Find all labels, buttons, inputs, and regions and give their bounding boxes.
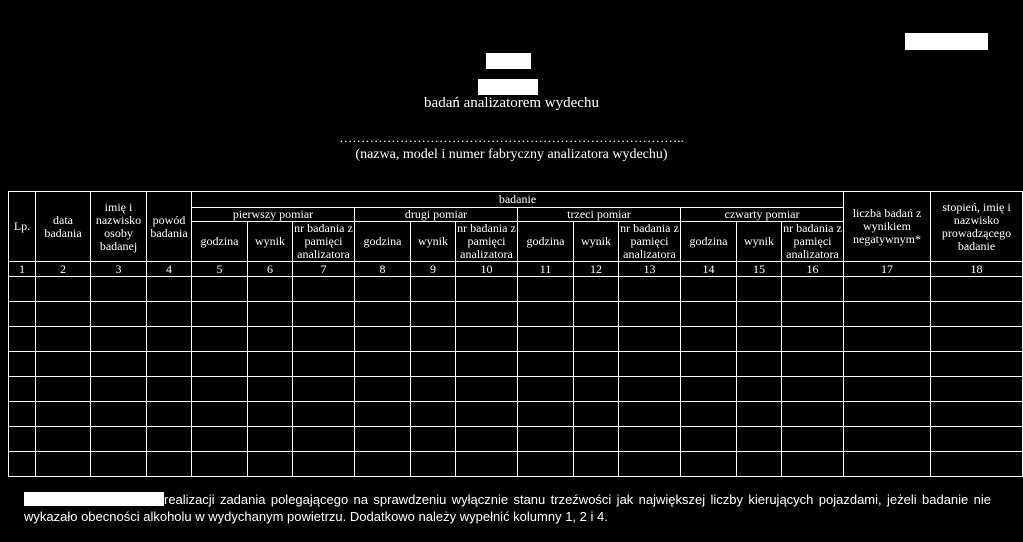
table-row [9, 302, 1023, 327]
table-cell[interactable] [844, 427, 931, 452]
table-cell[interactable] [355, 452, 411, 477]
table-cell[interactable] [355, 402, 411, 427]
column-number-row [9, 262, 1023, 277]
sub-godzina: godzina [192, 222, 248, 262]
table-cell[interactable] [411, 427, 456, 452]
sub-nr: nr badania z pamięci analizatora [783, 221, 842, 261]
table-cell[interactable] [91, 402, 147, 427]
column-number: 15 [737, 262, 782, 277]
table-cell[interactable] [192, 352, 248, 377]
table-cell[interactable] [147, 377, 192, 402]
table-cell[interactable] [192, 277, 248, 302]
table-cell[interactable] [147, 352, 192, 377]
table-cell[interactable] [411, 327, 456, 352]
table-cell[interactable] [293, 377, 355, 402]
table-cell[interactable] [355, 277, 411, 302]
table-cell[interactable] [91, 352, 147, 377]
table-cell[interactable] [931, 327, 1023, 352]
header-pomiar-2: drugi pomiar [355, 208, 518, 222]
column-number: 13 [619, 262, 681, 277]
table-cell[interactable] [147, 427, 192, 452]
device-caption: (nazwa, model i numer fabryczny analizatora wydechu) [355, 147, 668, 162]
table-cell[interactable] [619, 352, 681, 377]
table-cell[interactable] [293, 427, 355, 452]
table-cell[interactable] [574, 302, 619, 327]
table-row [9, 327, 1023, 352]
header-powod: powód badania [147, 192, 192, 262]
header-liczba: liczba badań z wynikiem negatywnym* [844, 192, 931, 262]
table-cell[interactable] [844, 327, 931, 352]
table-row [9, 452, 1023, 477]
table-cell[interactable] [36, 352, 91, 377]
table-cell[interactable] [737, 427, 782, 452]
document-subtitle: badań analizatorem wydechu [424, 95, 599, 111]
table-cell[interactable] [36, 452, 91, 477]
register-table [8, 191, 1023, 477]
table-cell[interactable] [619, 452, 681, 477]
table-cell[interactable] [456, 377, 518, 402]
table-cell[interactable] [411, 402, 456, 427]
table-cell[interactable] [518, 427, 574, 452]
table-cell[interactable] [411, 377, 456, 402]
sub-wynik: wynik [411, 222, 456, 262]
table-cell[interactable] [9, 277, 36, 302]
column-number: 2 [36, 262, 91, 277]
table-cell[interactable] [681, 377, 737, 402]
column-number: 16 [782, 262, 844, 277]
table-cell[interactable] [91, 377, 147, 402]
table-cell[interactable] [293, 452, 355, 477]
table-cell[interactable] [411, 452, 456, 477]
column-number: 3 [91, 262, 147, 277]
table-cell[interactable] [147, 327, 192, 352]
table-cell[interactable] [518, 377, 574, 402]
column-number: 7 [293, 262, 355, 277]
table-cell[interactable] [619, 402, 681, 427]
table-cell[interactable] [36, 327, 91, 352]
table-cell[interactable] [456, 452, 518, 477]
table-cell[interactable] [147, 452, 192, 477]
table-cell[interactable] [9, 427, 36, 452]
column-number: 5 [192, 262, 248, 277]
table-cell[interactable] [411, 352, 456, 377]
table-cell[interactable] [9, 352, 36, 377]
table-cell[interactable] [355, 302, 411, 327]
table-cell[interactable] [248, 377, 293, 402]
header-badanie: badanie [192, 192, 844, 208]
table-cell[interactable] [931, 352, 1023, 377]
redacted-block-title-1 [486, 53, 531, 69]
table-cell[interactable] [737, 327, 782, 352]
table-cell[interactable] [619, 427, 681, 452]
table-cell[interactable] [844, 277, 931, 302]
table-cell[interactable] [192, 302, 248, 327]
table-cell[interactable] [36, 277, 91, 302]
table-cell[interactable] [355, 427, 411, 452]
table-cell[interactable] [574, 402, 619, 427]
table-cell[interactable] [681, 327, 737, 352]
table-cell[interactable] [456, 327, 518, 352]
table-cell[interactable] [737, 452, 782, 477]
table-cell[interactable] [192, 402, 248, 427]
table-row [9, 402, 1023, 427]
table-cell[interactable] [681, 277, 737, 302]
table-cell[interactable] [456, 352, 518, 377]
column-number: 1 [9, 262, 36, 277]
table-cell[interactable] [147, 302, 192, 327]
table-cell[interactable] [248, 352, 293, 377]
table-cell[interactable] [782, 327, 844, 352]
table-cell[interactable] [782, 452, 844, 477]
redacted-block-footnote [24, 492, 164, 506]
table-cell[interactable] [844, 352, 931, 377]
table-cell[interactable] [782, 427, 844, 452]
table-cell[interactable] [931, 302, 1023, 327]
table-cell[interactable] [737, 352, 782, 377]
table-cell[interactable] [293, 402, 355, 427]
sub-wynik: wynik [737, 222, 782, 262]
table-cell[interactable] [518, 402, 574, 427]
table-cell[interactable] [147, 277, 192, 302]
footnote-text: realizacji zadania polegającego na sprawdzeniu wyłącznie stanu trzeźwości jak największej liczby kierujących pojazdami, jeżeli badanie nie wykazało obecności alkoholu w wydychanym powietrzu. Dodatkowo należy wypełnić kolumny 1, 2 i 4. [24, 492, 991, 524]
table-cell[interactable] [9, 402, 36, 427]
table-cell[interactable] [248, 302, 293, 327]
redacted-block-top-right [905, 33, 988, 50]
table-cell[interactable] [518, 302, 574, 327]
table-cell[interactable] [844, 302, 931, 327]
sub-wynik: wynik [574, 222, 619, 262]
table-cell[interactable] [782, 402, 844, 427]
sub-nr: nr badania z pamięci analizatora [620, 221, 679, 261]
header-data: data badania [36, 192, 91, 262]
table-cell[interactable] [844, 377, 931, 402]
table-cell[interactable] [355, 352, 411, 377]
table-cell[interactable] [36, 427, 91, 452]
table-cell[interactable] [36, 302, 91, 327]
table-cell[interactable] [681, 427, 737, 452]
table-cell[interactable] [782, 352, 844, 377]
footnote [24, 491, 991, 525]
column-number: 14 [681, 262, 737, 277]
header-pomiar-3: trzeci pomiar [518, 208, 681, 222]
sub-godzina: godzina [518, 222, 574, 262]
table-cell[interactable] [91, 427, 147, 452]
table-cell[interactable] [737, 377, 782, 402]
sub-nr: nr badania z pamięci analizatora [457, 221, 516, 261]
table-cell[interactable] [9, 377, 36, 402]
column-number: 6 [248, 262, 293, 277]
table-cell[interactable] [293, 352, 355, 377]
column-number: 10 [456, 262, 518, 277]
header-pomiar-4: czwarty pomiar [681, 208, 844, 222]
table-cell[interactable] [619, 302, 681, 327]
table-row [9, 377, 1023, 402]
table-row [9, 277, 1023, 302]
table-cell[interactable] [782, 302, 844, 327]
table-cell[interactable] [518, 452, 574, 477]
table-cell[interactable] [681, 402, 737, 427]
table-cell[interactable] [574, 427, 619, 452]
column-number: 4 [147, 262, 192, 277]
table-cell[interactable] [931, 402, 1023, 427]
table-cell[interactable] [574, 452, 619, 477]
table-cell[interactable] [518, 277, 574, 302]
table-cell[interactable] [619, 327, 681, 352]
table-cell[interactable] [844, 402, 931, 427]
table-row [9, 427, 1023, 452]
table-cell[interactable] [518, 327, 574, 352]
column-number: 11 [518, 262, 574, 277]
table-cell[interactable] [248, 427, 293, 452]
table-cell[interactable] [619, 277, 681, 302]
table-cell[interactable] [619, 377, 681, 402]
sub-nr: nr badania z pamięci analizatora [294, 221, 353, 261]
table-cell[interactable] [192, 452, 248, 477]
table-cell[interactable] [844, 452, 931, 477]
table-cell[interactable] [36, 377, 91, 402]
table-cell[interactable] [9, 302, 36, 327]
table-row [9, 352, 1023, 377]
table-cell[interactable] [147, 402, 192, 427]
table-cell[interactable] [681, 352, 737, 377]
table-cell[interactable] [192, 327, 248, 352]
table-cell[interactable] [9, 452, 36, 477]
table-cell[interactable] [91, 452, 147, 477]
table-cell[interactable] [574, 327, 619, 352]
table-cell[interactable] [931, 427, 1023, 452]
table-cell[interactable] [456, 277, 518, 302]
sub-godzina: godzina [355, 222, 411, 262]
table-cell[interactable] [248, 452, 293, 477]
table-cell[interactable] [91, 277, 147, 302]
table-cell[interactable] [782, 377, 844, 402]
table-cell[interactable] [248, 402, 293, 427]
table-cell[interactable] [411, 302, 456, 327]
column-number: 8 [355, 262, 411, 277]
table-cell[interactable] [293, 302, 355, 327]
table-cell[interactable] [248, 277, 293, 302]
sub-godzina: godzina [681, 222, 737, 262]
table-cell[interactable] [293, 277, 355, 302]
table-cell[interactable] [411, 277, 456, 302]
header-lp: Lp. [9, 192, 36, 262]
table-cell[interactable] [293, 327, 355, 352]
table-cell[interactable] [681, 452, 737, 477]
table-cell[interactable] [737, 302, 782, 327]
table-cell[interactable] [355, 327, 411, 352]
table-cell[interactable] [192, 377, 248, 402]
table-cell[interactable] [36, 402, 91, 427]
sub-wynik: wynik [248, 222, 293, 262]
table-cell[interactable] [456, 402, 518, 427]
column-number: 9 [411, 262, 456, 277]
column-number: 12 [574, 262, 619, 277]
header-stopien: stopień, imię i nazwisko prowadzącego badanie [931, 192, 1023, 262]
table-cell[interactable] [681, 302, 737, 327]
table-cell[interactable] [574, 377, 619, 402]
redacted-block-title-2 [478, 79, 538, 95]
table-cell[interactable] [782, 277, 844, 302]
column-number: 17 [844, 262, 931, 277]
table-cell[interactable] [574, 352, 619, 377]
table-cell[interactable] [931, 377, 1023, 402]
table-cell[interactable] [9, 327, 36, 352]
header-pomiar-1: pierwszy pomiar [192, 208, 355, 222]
table-cell[interactable] [456, 302, 518, 327]
device-fill-line: …………………………………………………………………….. [339, 130, 684, 145]
table-cell[interactable] [91, 327, 147, 352]
table-cell[interactable] [931, 452, 1023, 477]
table-cell[interactable] [931, 277, 1023, 302]
table-cell[interactable] [192, 427, 248, 452]
table-cell[interactable] [737, 277, 782, 302]
header-osoba: imię i nazwisko osoby badanej [91, 192, 147, 262]
table-cell[interactable] [574, 277, 619, 302]
table-cell[interactable] [518, 352, 574, 377]
table-cell[interactable] [248, 327, 293, 352]
table-cell[interactable] [737, 402, 782, 427]
table-cell[interactable] [456, 427, 518, 452]
table-cell[interactable] [91, 302, 147, 327]
table-cell[interactable] [355, 377, 411, 402]
column-number: 18 [931, 262, 1023, 277]
